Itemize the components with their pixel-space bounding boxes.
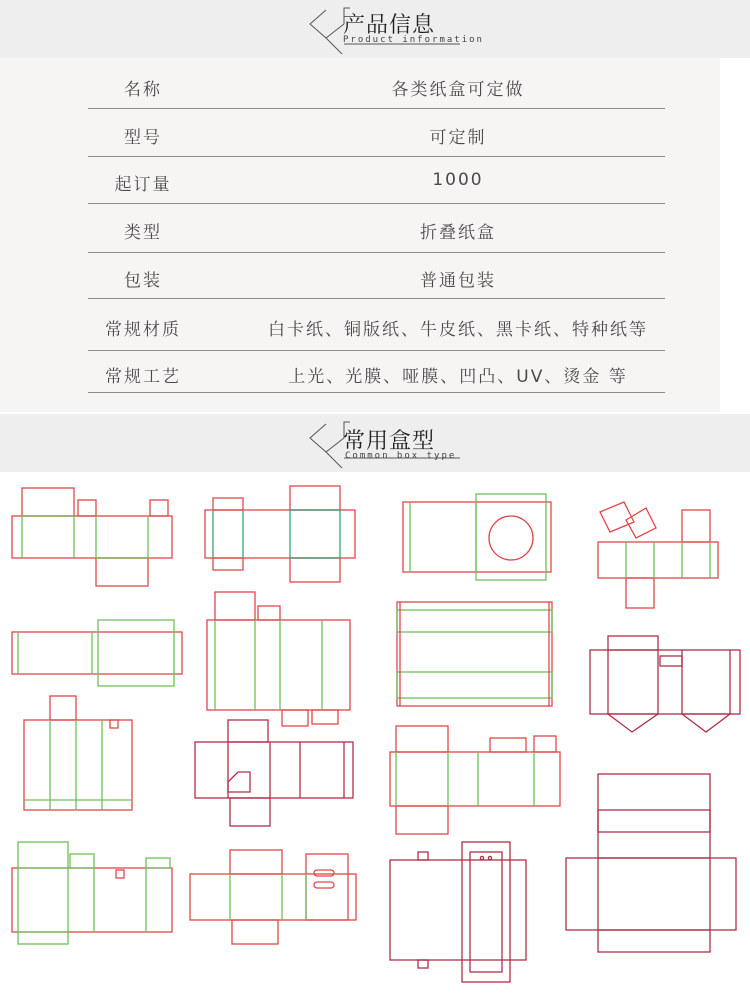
row-value: 折叠纸盒 bbox=[420, 223, 496, 243]
dieline-hanger-box bbox=[390, 726, 560, 834]
dieline-cube-box bbox=[598, 502, 718, 608]
row-label: 型号 bbox=[124, 128, 162, 148]
dieline-double-tuck-box bbox=[12, 842, 172, 944]
row-label: 起订量 bbox=[114, 175, 172, 195]
info-row-type bbox=[88, 203, 665, 253]
info-row-moq bbox=[88, 156, 665, 204]
dieline-phone-box bbox=[390, 842, 526, 982]
dieline-green-box bbox=[205, 486, 355, 582]
dieline-window-box bbox=[403, 494, 551, 580]
dieline-tall-box bbox=[24, 696, 132, 810]
row-label: 类型 bbox=[124, 223, 162, 243]
info-row-material bbox=[88, 298, 665, 351]
row-label: 常规材质 bbox=[105, 320, 181, 340]
section-title: 产品信息 bbox=[343, 13, 436, 38]
section-title: 常用盒型 bbox=[343, 429, 436, 454]
row-value: 普通包装 bbox=[420, 271, 496, 291]
info-row-model bbox=[88, 108, 665, 157]
row-value: 可定制 bbox=[429, 128, 487, 148]
dieline-display-box bbox=[190, 850, 356, 944]
dieline-sleeve-box bbox=[397, 602, 552, 706]
info-row-packaging bbox=[88, 252, 665, 299]
row-label: 包装 bbox=[124, 271, 162, 291]
row-value: 1000 bbox=[432, 170, 484, 190]
box-types-header bbox=[0, 414, 750, 472]
row-value: 上光、光膜、哑膜、凹凸、UV、烫金 等 bbox=[288, 367, 628, 387]
row-label: 常规工艺 bbox=[105, 367, 181, 387]
row-label: 名称 bbox=[124, 80, 162, 100]
product-info-header bbox=[0, 0, 750, 58]
dieline-long-box bbox=[12, 620, 182, 686]
box-dielines-grid bbox=[0, 472, 750, 1000]
dieline-mailer-box bbox=[566, 774, 736, 952]
dieline-tuck-end-box bbox=[12, 488, 172, 586]
info-row-name bbox=[88, 60, 665, 109]
section-subtitle: Product information bbox=[343, 35, 484, 45]
dieline-reverse-tuck-box bbox=[207, 592, 350, 726]
row-value: 各类纸盒可定做 bbox=[391, 80, 525, 100]
dieline-lock-bottom-box bbox=[195, 720, 353, 826]
dieline-hexagon-box bbox=[590, 636, 740, 732]
section-subtitle: Common box type bbox=[345, 451, 457, 461]
info-row-craft bbox=[88, 350, 665, 393]
table-side-margin bbox=[720, 58, 750, 412]
row-value: 白卡纸、铜版纸、牛皮纸、黑卡纸、特种纸等 bbox=[268, 320, 648, 340]
